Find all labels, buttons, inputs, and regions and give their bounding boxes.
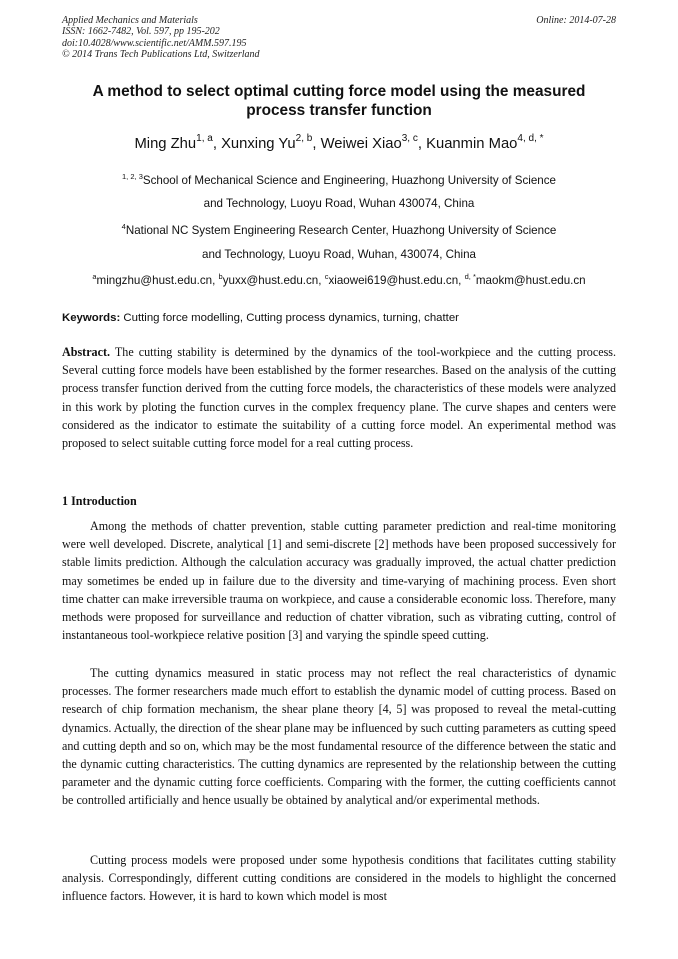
email-mark: c — [324, 272, 329, 281]
keywords — [62, 312, 616, 324]
email-mark: b — [218, 272, 223, 281]
email-mark: d, * — [464, 272, 476, 281]
author-name: Kuanmin Mao — [426, 135, 518, 152]
doi-line: doi:10.4028/www.scientific.net/AMM.597.195 — [62, 37, 247, 49]
intro-paragraph-1: Among the methods of chatter prevention, stable cutting parameter prediction and real-time monitoring were well developed. Discrete, analytical [1] and semi-discrete [2] methods have been proposed successively for stable limits prediction. Although the calculation accuracy was gradually improved, the actual chatter prediction may sometimes be ended up in failure due to the diversity and time-varying of machining process. Even short time chatter can make irreversible trauma on workpiece, and cause a considerable economic loss. Therefore, many methods were proposed for surveillance and reduction of chatter vibration, such as vibrating cutting, control of instantaneous tool-workpiece relative position [3] and varying the spindle speed cutting. — [62, 519, 616, 643]
abstract-text: The cutting stability is determined by the dynamics of the tool-workpiece and the cutting process. Several cutting force models have been established by the former researches. Based on the analysis of the cutting process transfer function derived from the cutting force models, the characteristics of these models were analyzed in this work by ploting the function curves in the complex frequency plane. The curve shapes and centers were considered as the indicator to estimate the suitability of a cutting force model. An experimental method was proposed to select suitable cutting force model for a real cutting process. — [62, 345, 617, 451]
affiliation-2 — [62, 222, 616, 237]
author-affil-mark: 1, a — [196, 133, 213, 144]
online-date: Online: 2014-07-28 — [536, 15, 616, 26]
keywords-text: Cutting force modelling, Cutting process dynamics, turning, chatter — [123, 312, 459, 324]
keywords-label: Keywords: — [62, 312, 121, 324]
author-name: Weiwei Xiao — [320, 135, 402, 152]
affiliation-2-cont: and Technology, Luoyu Road, Wuhan, 430074, China — [202, 248, 476, 261]
email-link[interactable]: maokm@hust.edu.cn — [475, 273, 586, 287]
issn-line: ISSN: 1662-7482, Vol. 597, pp 195-202 — [62, 26, 220, 38]
email-link[interactable]: yuxx@hust.edu.cn, — [222, 273, 325, 287]
affil-text: National NC System Engineering Research Center, Huazhong University of Science — [125, 223, 557, 237]
email-link[interactable]: mingzhu@hust.edu.cn, — [96, 273, 219, 287]
abstract — [62, 343, 616, 452]
paper-title: A method to select optimal cutting force model using the measured process transfer function — [92, 83, 586, 119]
email-link[interactable]: xiaowei619@hust.edu.cn, — [328, 273, 465, 287]
author-name: Ming Zhu — [134, 135, 197, 152]
affil-mark: 4 — [121, 222, 126, 231]
author-affil-mark: 4, d, * — [517, 133, 544, 144]
author-affil-mark: 3, c — [401, 133, 418, 144]
author-affil-mark: 2, b — [295, 133, 313, 144]
journal-name: Applied Mechanics and Materials — [62, 15, 198, 26]
affiliation-1 — [62, 172, 616, 187]
affiliation-1-cont: and Technology, Luoyu Road, Wuhan 430074, China — [203, 197, 475, 210]
publication-header — [62, 15, 616, 61]
email-mark: a — [92, 272, 97, 281]
affil-text: School of Mechanical Science and Engineering, Huazhong University of Science — [142, 173, 556, 187]
author-name: Xunxing Yu — [221, 135, 296, 152]
section-heading-introduction: 1 Introduction — [62, 494, 137, 508]
author-list: Ming Zhu$^{1, a}$, Xunxing Yu$^{2, b}$, Weiwei Xiao$^{3, c}$, Kuanmin Mao$^{4, d, *}$ — [134, 133, 544, 152]
copyright-line: © 2014 Trans Tech Publications Ltd, Switzerland — [62, 49, 260, 61]
email-list — [62, 272, 616, 287]
intro-paragraph-3: Cutting process models were proposed under some hypothesis conditions that facilitates cutting stability analysis. Correspondingly, different cutting conditions are considered in the models to highlight the concerned influence factors. However, it is hard to kown which model is most — [62, 853, 616, 904]
intro-paragraph-2: The cutting dynamics measured in static process may not reflect the real characteristics of dynamic processes. The former researchers made much effort to establish the dynamic model of cutting process. Based on research of chip formation mechanism, the shear plane theory [4, 5] was proposed to reveal the metal-cutting dynamics. Actually, the direction of the shear plane may be influenced by such cutting parameters as cutting speed and cutting depth and so on, which may be the most fundamental resource of the difference between the static and the dynamic cutting characteristics. The cutting dynamics are represented by the relationship between the cutting parameter and the dynamic cutting force coefficients. Comparing with the former, the cutting coefficients cannot be controlled artificially and hence usually be obtained by analytical and/or experimental methods. — [62, 666, 616, 808]
abstract-label: Abstract. — [62, 345, 111, 359]
affil-mark: 1, 2, 3 — [122, 172, 143, 181]
